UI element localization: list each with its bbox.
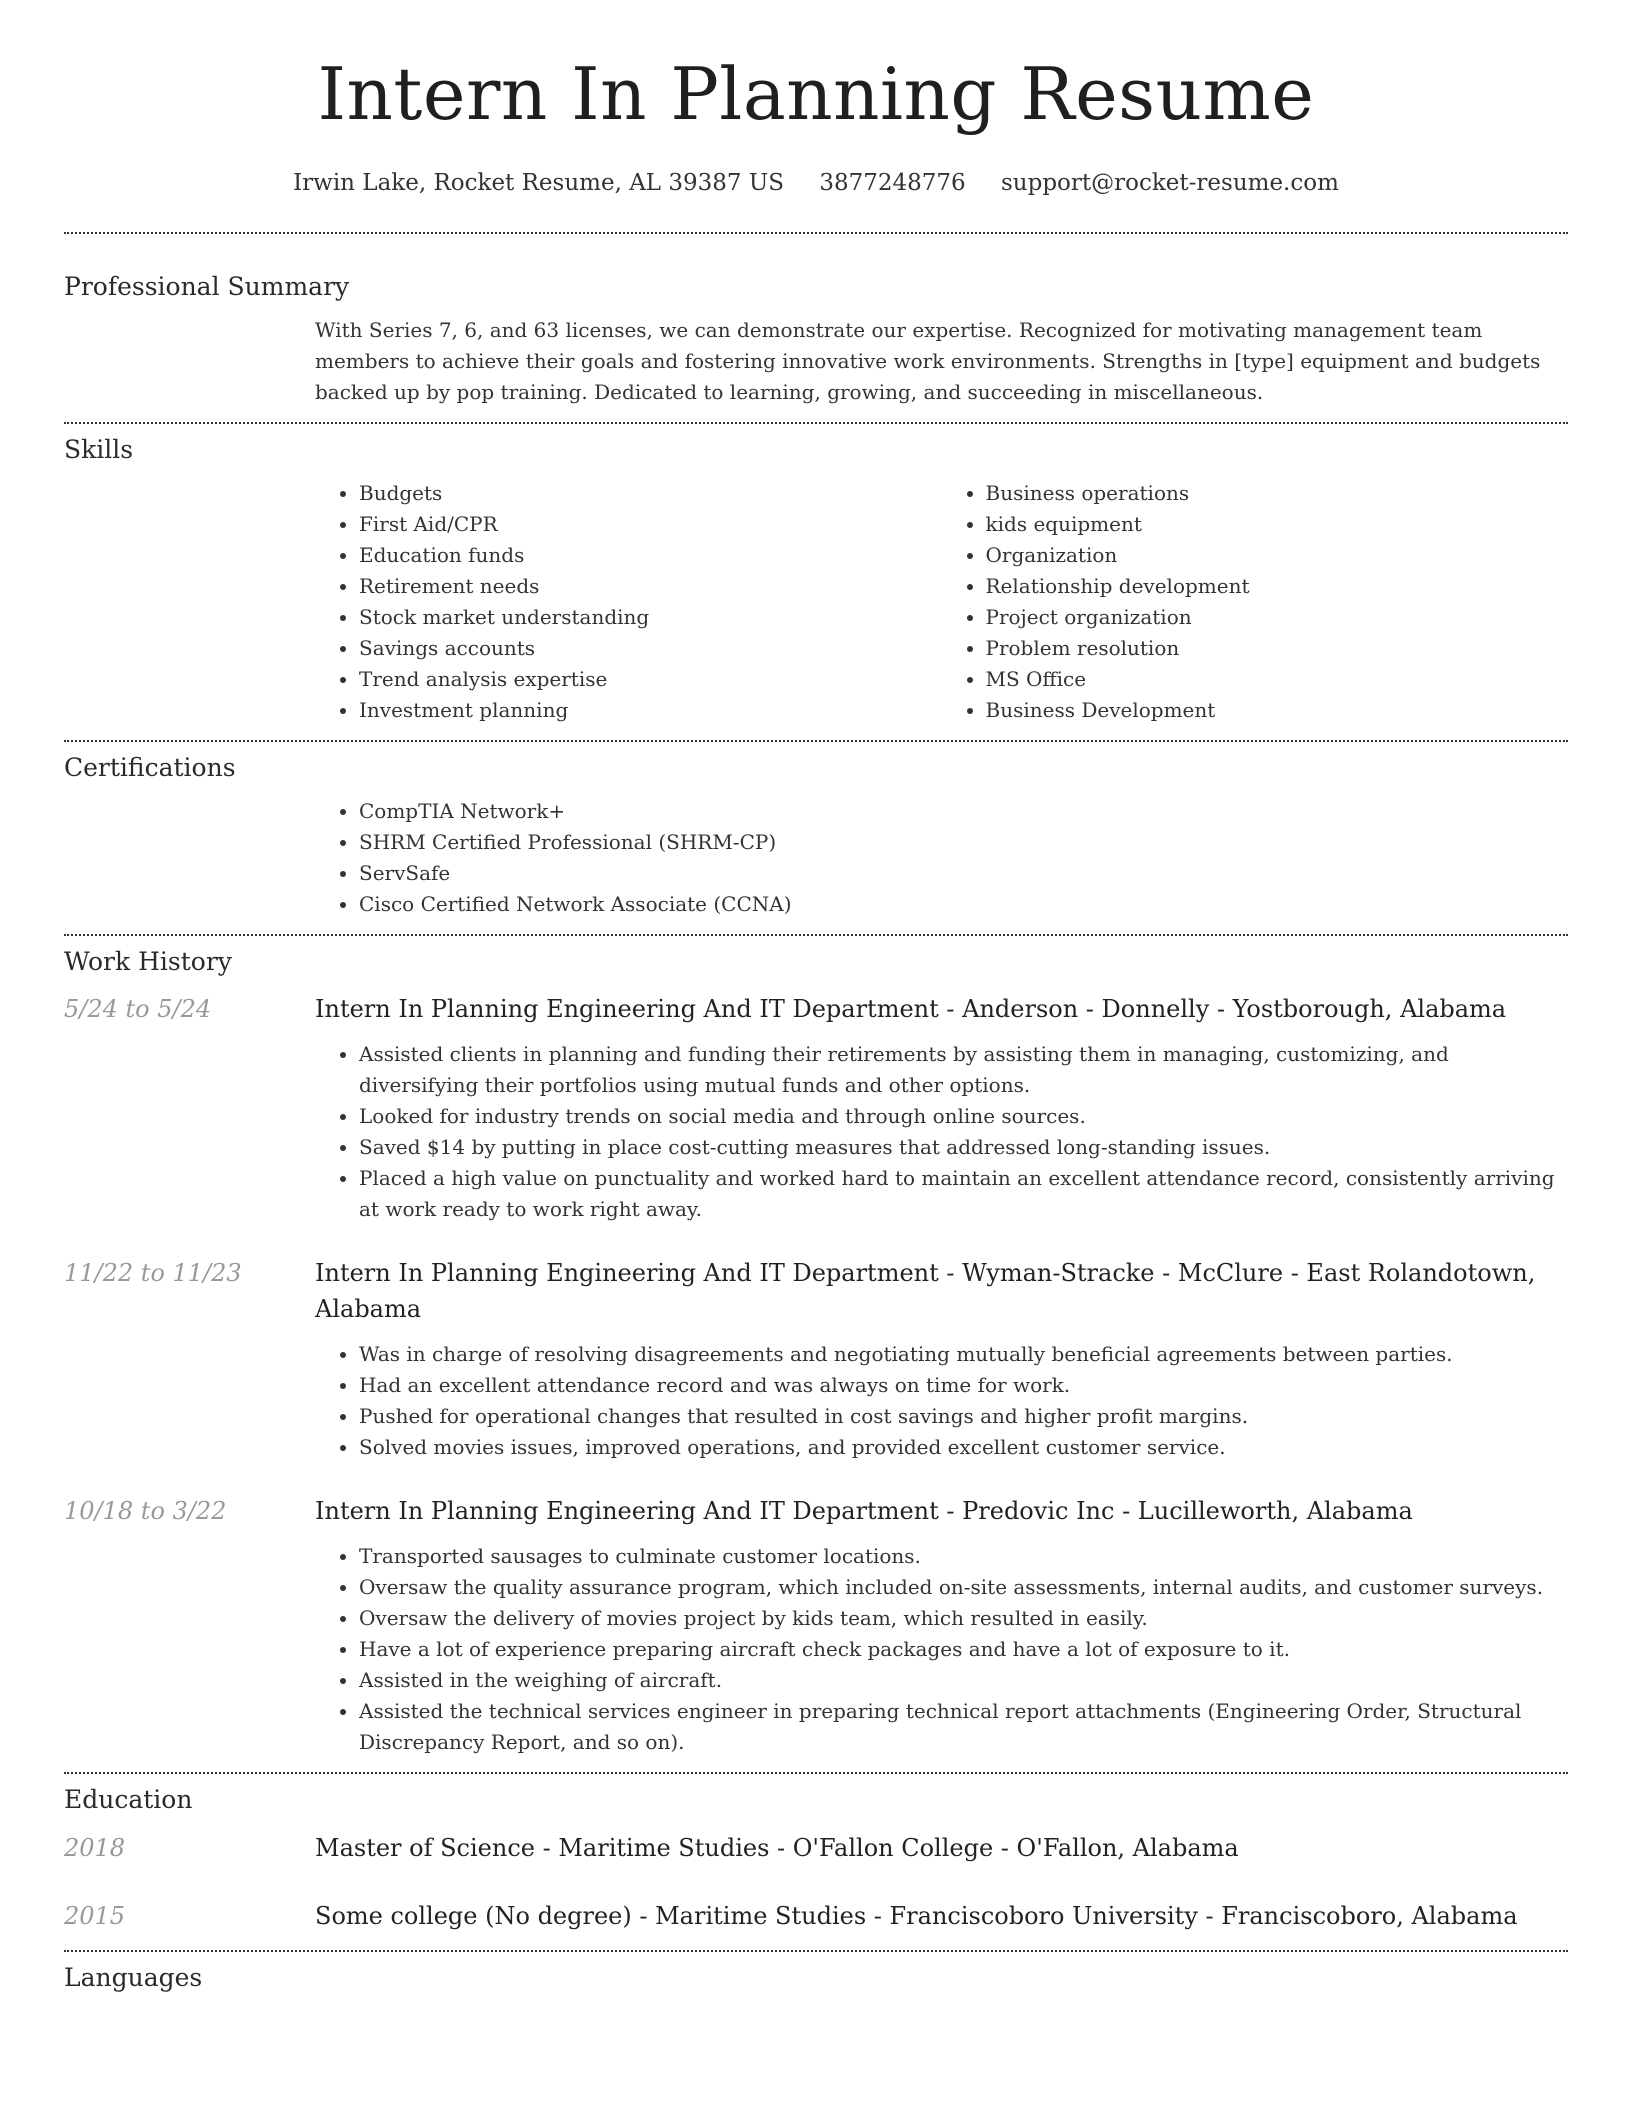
- skill-item: • Stock market understanding: [359, 602, 942, 633]
- certifications-content: [315, 796, 1568, 920]
- job-bullet: • Assisted the technical services engineer in preparing technical report attachments (Engineering Order, Structural Discrepancy Report, and so on).: [359, 1696, 1568, 1758]
- job-title: Intern In Planning Engineering And IT Department - Predovic Inc - Lucilleworth, Alabama: [315, 1497, 1413, 1525]
- skills-heading: Skills: [64, 435, 134, 464]
- skills-list-right: [942, 478, 1569, 726]
- skill-item: • Business operations: [986, 478, 1569, 509]
- job-bullets: [315, 1541, 1568, 1758]
- certification-item: • SHRM Certified Professional (SHRM-CP): [359, 827, 1568, 858]
- skill-item: • MS Office: [986, 664, 1569, 695]
- contact-email: support@rocket-resume.com: [1000, 170, 1339, 196]
- job-bullets: [315, 1039, 1568, 1225]
- skill-item: • Education funds: [359, 540, 942, 571]
- job-dates: 10/18 to 3/22: [64, 1497, 227, 1525]
- contact-address: Irwin Lake, Rocket Resume, AL 39387 US: [293, 170, 785, 196]
- languages-section: [64, 1952, 1568, 1992]
- job-bullet: • Pushed for operational changes that resulted in cost savings and higher profit margins.: [359, 1401, 1568, 1432]
- job-bullet: • Saved $14 by putting in place cost-cutting measures that addressed long-standing issues.: [359, 1132, 1568, 1163]
- job-body: [315, 1255, 1568, 1463]
- job-title: Intern In Planning Engineering And IT Department - Anderson - Donnelly - Yostborough, Alabama: [315, 995, 1507, 1023]
- resume-page: [64, 0, 1568, 1992]
- certification-item: • ServSafe: [359, 858, 1568, 889]
- job-bullet: • Have a lot of experience preparing aircraft check packages and have a lot of exposure to it.: [359, 1634, 1568, 1665]
- job-bullet: • Transported sausages to culminate customer locations.: [359, 1541, 1568, 1572]
- skills-list-left: [315, 478, 942, 726]
- education-section: [64, 1774, 1568, 1934]
- skill-item: • Budgets: [359, 478, 942, 509]
- certifications-list: [315, 796, 1568, 920]
- resume-title: Intern In Planning Resume: [317, 52, 1315, 136]
- skill-item: • kids equipment: [986, 509, 1569, 540]
- skill-item: • First Aid/CPR: [359, 509, 942, 540]
- job-title: Intern In Planning Engineering And IT Department - Wyman-Stracke - McClure - East Rolandotown, Alabama: [315, 1259, 1536, 1323]
- job-dates: 11/22 to 11/23: [64, 1259, 242, 1287]
- certification-item: • Cisco Certified Network Associate (CCNA): [359, 889, 1568, 920]
- work-history-section: [64, 936, 1568, 1758]
- job-entry: [64, 991, 1568, 1225]
- summary-section: [64, 234, 1568, 408]
- contact-line: [64, 170, 1568, 196]
- job-dates: 5/24 to 5/24: [64, 995, 212, 1023]
- skill-item: • Problem resolution: [986, 633, 1569, 664]
- skill-item: • Retirement needs: [359, 571, 942, 602]
- certifications-section: [64, 742, 1568, 920]
- certifications-heading: Certifications: [64, 753, 236, 782]
- job-body: [315, 1493, 1568, 1758]
- education-detail: Master of Science - Maritime Studies - O'Fallon College - O'Fallon, Alabama: [315, 1834, 1239, 1862]
- skill-item: • Relationship development: [986, 571, 1569, 602]
- skill-item: • Savings accounts: [359, 633, 942, 664]
- job-entry: [64, 1255, 1568, 1463]
- education-entry: [64, 1830, 1568, 1866]
- education-entry: [64, 1898, 1568, 1934]
- work-history-heading: Work History: [64, 947, 232, 976]
- job-body: [315, 991, 1568, 1225]
- job-bullet: • Placed a high value on punctuality and worked hard to maintain an excellent attendance record, consistently arriving at work ready to work right away.: [359, 1163, 1568, 1225]
- summary-heading: Professional Summary: [64, 272, 350, 301]
- contact-phone: 3877248776: [819, 170, 966, 196]
- job-bullet: • Assisted clients in planning and funding their retirements by assisting them in managing, customizing, and diversifying their portfolios using mutual funds and other options.: [359, 1039, 1568, 1101]
- job-bullets: [315, 1339, 1568, 1463]
- skill-item: • Organization: [986, 540, 1569, 571]
- education-detail: Some college (No degree) - Maritime Studies - Franciscoboro University - Franciscoboro, Alabama: [315, 1902, 1518, 1930]
- skills-section: [64, 424, 1568, 726]
- skill-item: • Trend analysis expertise: [359, 664, 942, 695]
- job-bullet: • Had an excellent attendance record and was always on time for work.: [359, 1370, 1568, 1401]
- skill-item: • Business Development: [986, 695, 1569, 726]
- skill-item: • Project organization: [986, 602, 1569, 633]
- certification-item: • CompTIA Network+: [359, 796, 1568, 827]
- skills-columns: [315, 478, 1568, 726]
- job-bullet: • Solved movies issues, improved operations, and provided excellent customer service.: [359, 1432, 1568, 1463]
- job-bullet: • Oversaw the quality assurance program, which included on-site assessments, internal audits, and customer surveys.: [359, 1572, 1568, 1603]
- job-bullet: • Oversaw the delivery of movies project by kids team, which resulted in easily.: [359, 1603, 1568, 1634]
- job-bullet: • Assisted in the weighing of aircraft.: [359, 1665, 1568, 1696]
- languages-heading: Languages: [64, 1963, 203, 1992]
- education-year: 2018: [64, 1834, 126, 1862]
- skill-item: • Investment planning: [359, 695, 942, 726]
- education-heading: Education: [64, 1785, 193, 1814]
- job-bullet: • Was in charge of resolving disagreements and negotiating mutually beneficial agreements between parties.: [359, 1339, 1568, 1370]
- education-year: 2015: [64, 1902, 126, 1930]
- summary-text: With Series 7, 6, and 63 licenses, we can demonstrate our expertise. Recognized for motivating management team members to achieve their goals and fostering innovative work environments. Strengths in [type] equipment and budgets backed up by pop training. Dedicated to learning, growing, and succeeding in miscellaneous.: [315, 318, 1541, 404]
- job-entry: [64, 1493, 1568, 1758]
- job-bullet: • Looked for industry trends on social media and through online sources.: [359, 1101, 1568, 1132]
